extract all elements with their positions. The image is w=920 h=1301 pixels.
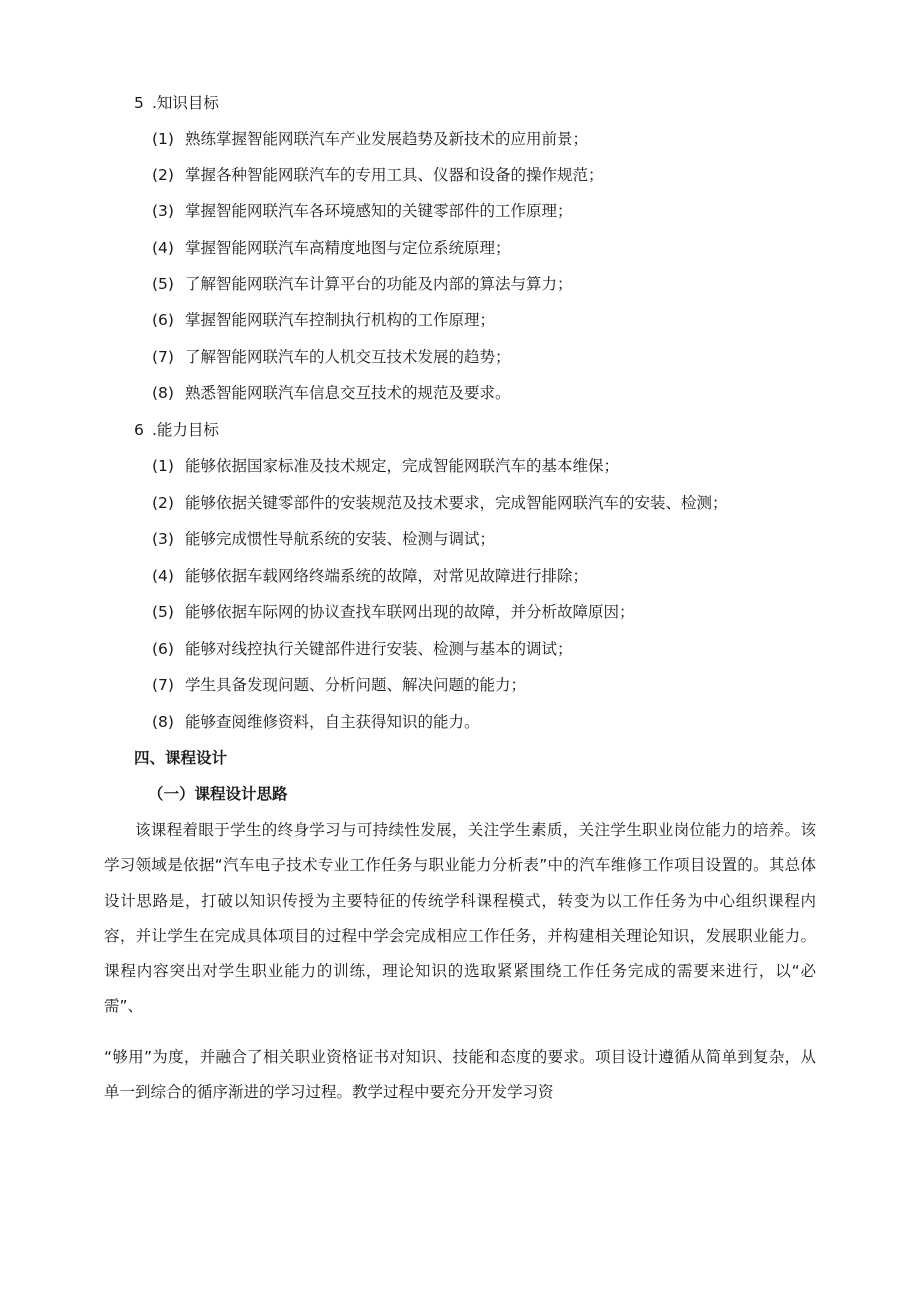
item-text: 学生具备发现问题、分析问题、解决问题的能力；	[185, 676, 527, 694]
ability-item-3	[152, 528, 495, 550]
ability-item-7	[152, 674, 526, 696]
knowledge-item-5	[152, 273, 573, 295]
item-text: 能够完成惯性导航系统的安装、检测与调试；	[185, 530, 496, 548]
item-text: 能够查阅维修资料，自主获得知识的能力。	[185, 713, 480, 731]
item-text: 能够依据关键零部件的安装规范及技术要求，完成智能网联汽车的安装、检测；	[185, 494, 728, 512]
knowledge-item-8	[152, 382, 511, 404]
knowledge-goals-heading	[134, 92, 219, 114]
section-number: 6	[134, 421, 144, 439]
item-number: (8)	[152, 713, 174, 731]
item-number: (7)	[152, 676, 174, 694]
item-text: 掌握智能网联汽车高精度地图与定位系统原理；	[185, 239, 511, 257]
section-number: 5	[134, 94, 144, 112]
item-number: (2)	[152, 494, 174, 512]
item-text: 能够依据车际网的协议查找车联网出现的故障，并分析故障原因；	[185, 603, 635, 621]
item-number: (1)	[152, 130, 174, 148]
item-text: 熟悉智能网联汽车信息交互技术的规范及要求。	[185, 384, 511, 402]
item-number: (5)	[152, 275, 174, 293]
ability-item-1	[152, 455, 619, 477]
knowledge-item-1	[152, 128, 588, 150]
knowledge-item-3	[152, 200, 573, 222]
item-number: (5)	[152, 603, 174, 621]
item-text: 熟练掌握智能网联汽车产业发展趋势及新技术的应用前景；	[185, 130, 589, 148]
course-design-paragraph-1: 该课程着眼于学生的终身学习与可持续性发展，关注学生素质，关注学生职业岗位能力的培养。该学习领域是依据“汽车电子技术专业工作任务与职业能力分析表”中的汽车维修工作项目设置的。其总体设计思路是，打破以知识传授为主要特征的传统学科课程模式，转变为以工作任务为中心组织课程内容，并让学生在完成具体项目的过程中学会完成相应工作任务，并构建相关理论知识，发展职业能力。课程内容突出对学生职业能力的训练，理论知识的选取紧紧围绕工作任务完成的需要来进行，以“必需”、	[104, 821, 816, 1016]
item-number: (3)	[152, 530, 174, 548]
knowledge-item-7	[152, 346, 511, 368]
item-text: 能够依据国家标准及技术规定，完成智能网联汽车的基本维保；	[185, 457, 620, 475]
ability-item-2	[152, 492, 728, 514]
item-text: 了解智能网联汽车计算平台的功能及内部的算法与算力；	[185, 275, 573, 293]
ability-item-8	[152, 711, 480, 733]
knowledge-item-2	[152, 164, 604, 186]
ability-item-5	[152, 601, 635, 623]
item-text: 掌握各种智能网联汽车的专用工具、仪器和设备的操作规范；	[185, 166, 604, 184]
item-text: 掌握智能网联汽车各环境感知的关键零部件的工作原理；	[185, 202, 573, 220]
item-number: (7)	[152, 348, 174, 366]
section-four-heading: 四、课程设计	[134, 749, 228, 767]
item-text: 能够对线控执行关键部件进行安装、检测与基本的调试；	[185, 640, 573, 658]
item-text: 了解智能网联汽车的人机交互技术发展的趋势；	[185, 348, 511, 366]
section-title: .能力目标	[152, 421, 219, 439]
item-number: (2)	[152, 166, 174, 184]
item-number: (4)	[152, 567, 174, 585]
ability-item-6	[152, 638, 573, 660]
knowledge-item-6	[152, 309, 495, 331]
item-number: (6)	[152, 311, 174, 329]
item-number: (6)	[152, 640, 174, 658]
knowledge-item-4	[152, 237, 511, 259]
item-number: (1)	[152, 457, 174, 475]
item-text: 能够依据车载网络终端系统的故障，对常见故障进行排除；	[185, 567, 589, 585]
item-number: (8)	[152, 384, 174, 402]
ability-goals-heading	[134, 419, 219, 441]
ability-item-4	[152, 565, 588, 587]
section-title: .知识目标	[152, 94, 219, 112]
course-design-subheading: （一）课程设计思路	[148, 785, 288, 803]
item-number: (4)	[152, 239, 174, 257]
item-text: 掌握智能网联汽车控制执行机构的工作原理；	[185, 311, 496, 329]
course-design-paragraph-2: “够用”为度，并融合了相关职业资格证书对知识、技能和态度的要求。项目设计遵循从简单到复杂，从单一到综合的循序渐进的学习过程。教学过程中要充分开发学习资	[104, 1048, 816, 1102]
item-number: (3)	[152, 202, 174, 220]
